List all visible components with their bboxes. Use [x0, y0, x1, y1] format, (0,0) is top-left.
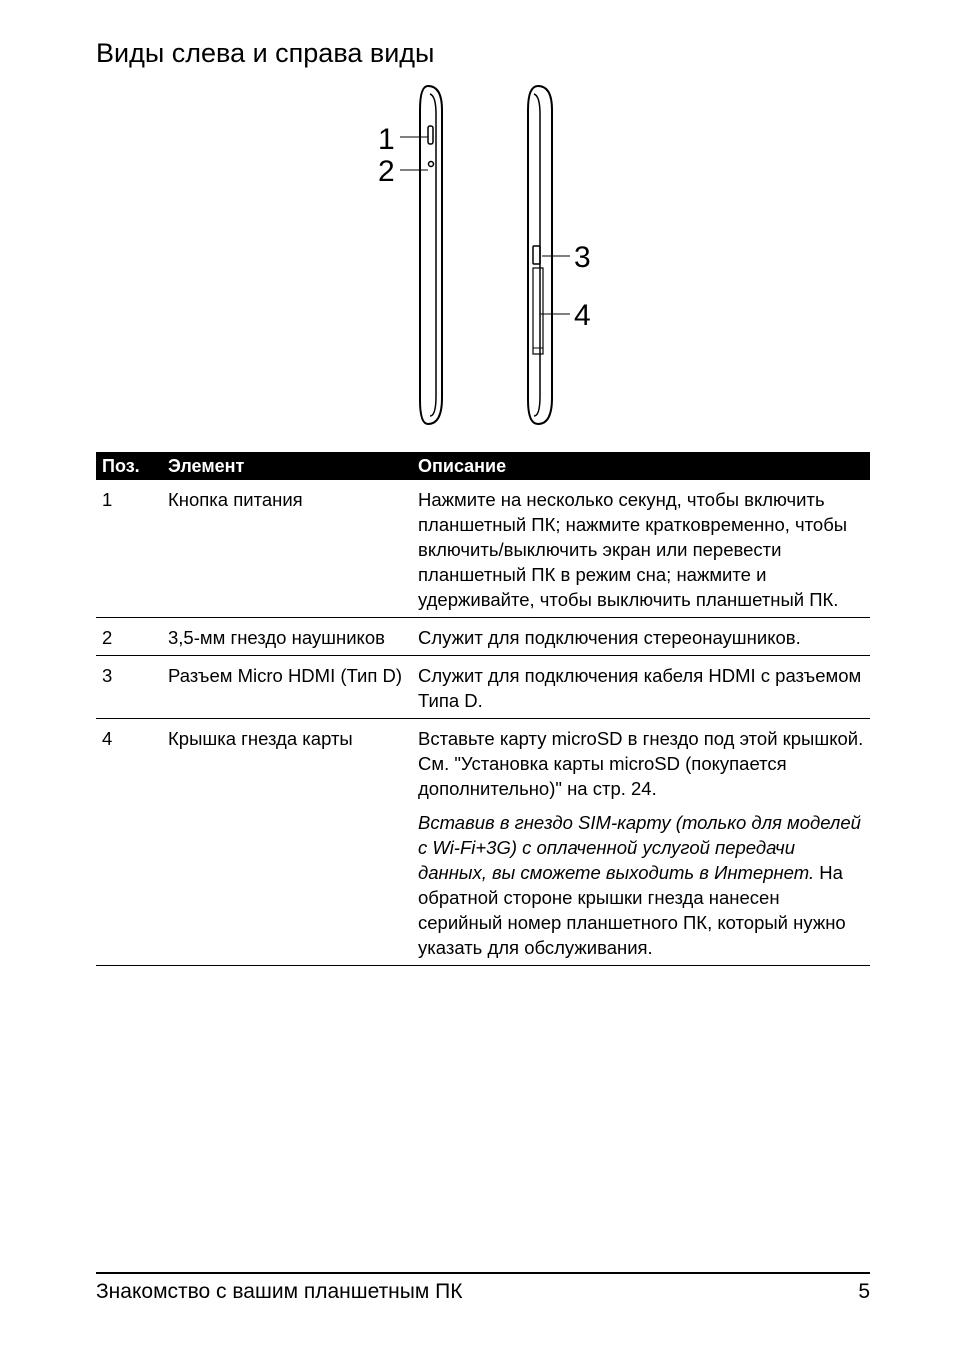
row-description: Служит для подключения стереонаушников.	[412, 618, 870, 656]
row-note-italic: Вставив в гнездо SIM-карту (только для моделей с Wi-Fi+3G) с оплаченной услугой передачи данных, вы сможете выходить в Интернет.	[418, 812, 861, 883]
row-pos: 4	[96, 719, 162, 966]
table-header	[96, 452, 870, 480]
side-views-diagram	[370, 80, 591, 430]
row-element: Разъем Micro HDMI (Тип D)	[162, 656, 412, 719]
page-number: 5	[858, 1280, 870, 1303]
row-note	[418, 810, 864, 960]
footer-divider	[96, 1272, 870, 1274]
table-row	[96, 480, 870, 618]
row-description-cell	[412, 719, 870, 966]
header-pos: Поз.	[96, 452, 162, 480]
callout-2: 2	[378, 155, 395, 188]
left-side-view	[400, 86, 442, 424]
header-element: Элемент	[162, 452, 412, 480]
headphone-jack-icon	[429, 162, 434, 167]
header-description: Описание	[412, 452, 870, 480]
card-slot-cover-icon	[533, 268, 543, 354]
table-row	[96, 656, 870, 719]
page-title: Виды слева и справа виды	[96, 38, 435, 68]
row-note-regular: На обратной стороне крышки гнезда нанесен серийный номер планшетного ПК, который нужно указать для обслуживания.	[418, 862, 846, 958]
table-row	[96, 719, 870, 966]
row-description: Вставьте карту microSD в гнездо под этой крышкой. См. "Установка карты microSD (покупается дополнительно)" на стр. 24.	[418, 728, 864, 799]
hdmi-port-icon	[533, 246, 540, 264]
row-description: Служит для подключения кабеля HDMI с разъемом Типа D.	[412, 656, 870, 719]
components-table	[96, 452, 870, 966]
row-pos: 3	[96, 656, 162, 719]
callout-3: 3	[574, 241, 591, 274]
row-description: Нажмите на несколько секунд, чтобы включить планшетный ПК; нажмите кратковременно, чтобы включить/выключить экран или перевести планшетный ПК в режим сна; нажмите и удерживайте, чтобы выключить планшетный ПК.	[412, 480, 870, 618]
row-element: 3,5-мм гнездо наушников	[162, 618, 412, 656]
row-pos: 1	[96, 480, 162, 618]
callout-1: 1	[378, 123, 395, 156]
row-element: Крышка гнезда карты	[162, 719, 412, 966]
footer-chapter-title: Знакомство с вашим планшетным ПК	[96, 1280, 463, 1303]
row-pos: 2	[96, 618, 162, 656]
callout-4: 4	[574, 299, 591, 332]
table-row	[96, 618, 870, 656]
power-button-icon	[428, 126, 433, 144]
row-element: Кнопка питания	[162, 480, 412, 618]
right-side-view	[528, 86, 570, 424]
